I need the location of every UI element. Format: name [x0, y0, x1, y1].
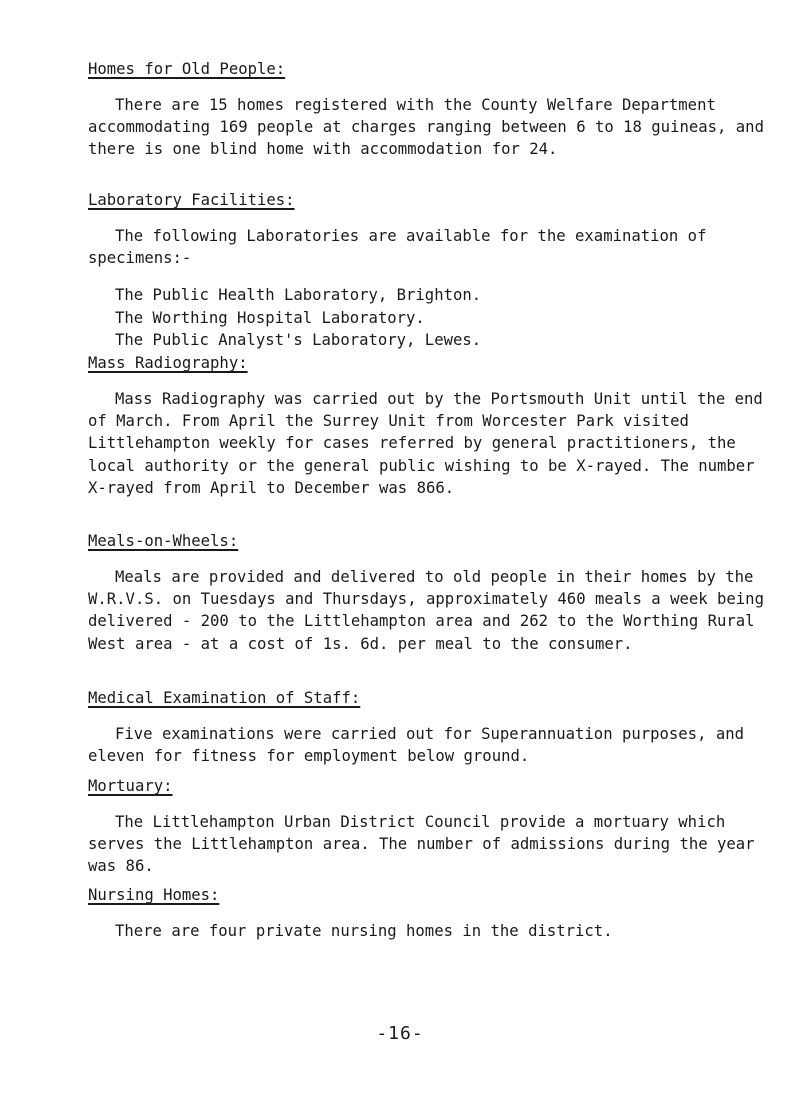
paragraph-meals: Meals are provided and delivered to old people in their homes by the W.R.V.S. on Tuesdays and Thursdays, approximately 460 meals a week being delivered - 200 to the Littlehampton area and 262 to the Worthing Rural West area - at a cost of 1s. 6d. per meal to the consumer.	[88, 568, 774, 653]
section-laboratory	[88, 189, 768, 351]
laboratory-list-item: The Public Health Laboratory, Brighton.	[115, 286, 482, 305]
paragraph-mortuary: The Littlehampton Urban District Council provide a mortuary which serves the Littlehampton area. The number of admissions during the year was 86.	[88, 813, 764, 876]
section-meals	[88, 530, 774, 655]
section-nursing	[88, 884, 768, 942]
laboratory-list-item: The Worthing Hospital Laboratory.	[115, 308, 425, 327]
laboratory-list-item: The Public Analyst's Laboratory, Lewes.	[115, 330, 482, 349]
paragraph-old-people: There are 15 homes registered with the County Welfare Department accommodating 169 people at charges ranging between 6 to 18 guineas, and there is one blind home with accommodation for 24.	[88, 96, 774, 159]
section-medical	[88, 687, 768, 767]
heading-mortuary: Mortuary:	[88, 777, 173, 795]
heading-meals: Meals-on-Wheels:	[88, 532, 239, 550]
heading-medical: Medical Examination of Staff:	[88, 689, 361, 707]
heading-radiography: Mass Radiography:	[88, 354, 248, 372]
section-mortuary	[88, 775, 768, 878]
section-old-people	[88, 58, 774, 161]
paragraph-medical: Five examinations were carried out for Superannuation purposes, and eleven for fitness for employment below ground.	[88, 725, 754, 766]
heading-laboratory: Laboratory Facilities:	[88, 191, 295, 209]
paragraph-laboratory: The following Laboratories are available for the examination of specimens:-	[88, 227, 716, 268]
section-radiography	[88, 352, 773, 499]
laboratory-list	[88, 284, 768, 351]
heading-old-people: Homes for Old People:	[88, 60, 286, 78]
paragraph-radiography: Mass Radiography was carried out by the Portsmouth Unit until the end of March. From April the Surrey Unit from Worcester Park visited Littlehampton weekly for cases referred by general practitioners, the local authority or the general public wishing to be X-rayed. The number X-rayed from April to December was 866.	[88, 390, 773, 497]
paragraph-nursing: There are four private nursing homes in the district.	[115, 922, 613, 940]
page-number: -16-	[376, 1023, 424, 1044]
heading-nursing: Nursing Homes:	[88, 886, 220, 904]
